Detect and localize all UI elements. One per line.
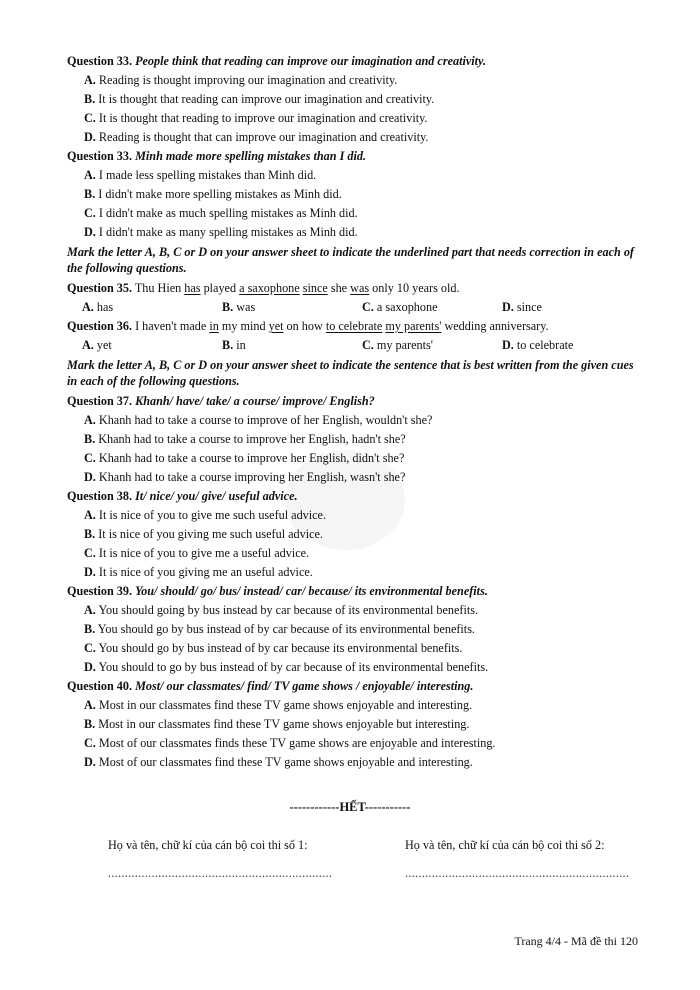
underlined-part: was	[350, 281, 370, 295]
option-d: D. Most of our classmates find these TV game shows enjoyable and interesting.	[84, 755, 473, 769]
question-35: Question 35. Thu Hien has played a saxophone since she was only 10 years old.	[67, 281, 460, 295]
option-a: A. Reading is thought improving our imagination and creativity.	[84, 73, 398, 87]
underlined-part: my parents'	[385, 319, 442, 333]
option-c: C. You should go by bus instead of by car because its environmental benefits.	[84, 641, 463, 655]
option-d: D. to celebrate	[502, 338, 574, 352]
option-a: A. Khanh had to take a course to improve of her English, wouldn't she?	[84, 413, 433, 427]
option-c: C. Khanh had to take a course to improve her English, didn't she?	[84, 451, 405, 465]
underlined-part: to celebrate	[325, 319, 383, 333]
signature-label: Họ và tên, chữ kí của cán bộ coi thi số 1:	[108, 838, 308, 852]
signature-label: Họ và tên, chữ kí của cán bộ coi thi số 2:	[405, 838, 605, 852]
exam-page	[67, 52, 642, 772]
option-a: A. You should going by bus instead by car because of its environmental benefits.	[84, 603, 479, 617]
question-36: Question 36. I haven't made in my mind yet on how to celebrate my parents' wedding anniversary.	[67, 319, 549, 333]
option-b: B. Khanh had to take a course to improve her English, hadn't she?	[84, 432, 406, 446]
question-33b: Question 33. Minh made more spelling mistakes than I did.	[67, 149, 366, 163]
question-39: Question 39. You/ should/ go/ bus/ instead/ car/ because/ its environmental benefits.	[67, 584, 488, 598]
option-b: B. was	[222, 300, 256, 314]
option-b: B. It is nice of you giving me such useful advice.	[84, 527, 323, 541]
option-b: B. in	[222, 338, 246, 352]
option-a: A. yet	[82, 338, 112, 352]
option-c: C. It is thought that reading to improve our imagination and creativity.	[84, 111, 428, 125]
option-c: C. a saxophone	[362, 300, 438, 314]
option-b: B. I didn't make more spelling mistakes as Minh did.	[84, 187, 342, 201]
underlined-part: since	[302, 281, 328, 295]
underlined-part: yet	[268, 319, 284, 333]
question-40: Question 40. Most/ our classmates/ find/ TV game shows / enjoyable/ interesting.	[67, 679, 474, 693]
instruction-sentence-building: Mark the letter A, B, C or D on your answer sheet to indicate the sentence that is best written from the given cues in each of the following questions.	[67, 358, 634, 388]
options-row	[67, 336, 642, 355]
signature-block-1	[108, 838, 332, 881]
underlined-part: has	[184, 281, 201, 295]
option-c: C. Most of our classmates finds these TV game shows are enjoyable and interesting.	[84, 736, 496, 750]
question-38: Question 38. It/ nice/ you/ give/ useful advice.	[67, 489, 298, 503]
end-marker: ------------HẾT-----------	[289, 800, 411, 814]
option-b: B. It is thought that reading can improve our imagination and creativity.	[84, 92, 435, 106]
option-d: D. Reading is thought that can improve our imagination and creativity.	[84, 130, 429, 144]
options-row	[67, 298, 642, 317]
underlined-part: in	[209, 319, 219, 333]
signature-line: ...................................................................	[108, 866, 333, 880]
option-a: A. has	[82, 300, 114, 314]
option-c: C. It is nice of you to give me a useful advice.	[84, 546, 310, 560]
option-b: B. You should go by bus instead of by car because of its environmental benefits.	[84, 622, 475, 636]
underlined-part: a saxophone	[239, 281, 300, 295]
option-b: B. Most in our classmates find these TV game shows enjoyable but interesting.	[84, 717, 470, 731]
page-footer: Trang 4/4 - Mã đề thi 120	[514, 934, 638, 948]
option-d: D. I didn't make as many spelling mistakes as Minh did.	[84, 225, 358, 239]
signature-line: ...................................................................	[405, 866, 630, 880]
option-d: D. It is nice of you giving me an useful advice.	[84, 565, 313, 579]
question-33a: Question 33. People think that reading can improve our imagination and creativity.	[67, 54, 487, 68]
option-c: C. my parents'	[362, 338, 433, 352]
option-d: D. Khanh had to take a course improving her English, wasn't she?	[84, 470, 406, 484]
question-37: Question 37. Khanh/ have/ take/ a course/ improve/ English?	[67, 394, 375, 408]
option-d: D. You should to go by bus instead of by car because of its environmental benefits.	[84, 660, 489, 674]
option-a: A. Most in our classmates find these TV game shows enjoyable and interesting.	[84, 698, 473, 712]
option-c: C. I didn't make as much spelling mistakes as Minh did.	[84, 206, 358, 220]
option-a: A. I made less spelling mistakes than Minh did.	[84, 168, 317, 182]
option-d: D. since	[502, 300, 542, 314]
instruction-error-correction: Mark the letter A, B, C or D on your answer sheet to indicate the underlined part that needs correction in each of the following questions.	[67, 245, 634, 275]
signature-block-2	[405, 838, 629, 881]
option-a: A. It is nice of you to give me such useful advice.	[84, 508, 327, 522]
